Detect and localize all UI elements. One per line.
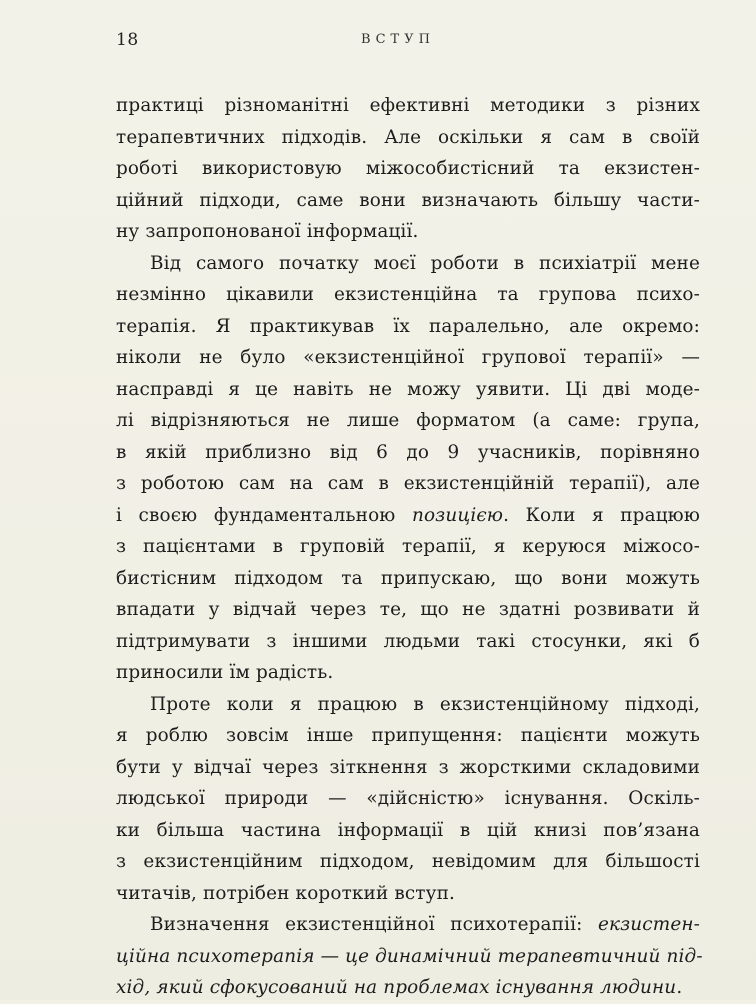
paragraph	[116, 248, 700, 689]
text-segment: . Коли я працюю	[503, 504, 700, 526]
paragraph	[116, 689, 700, 910]
text-line	[116, 846, 700, 878]
text-segment: ну запропонованої інформації.	[116, 221, 419, 242]
text-segment: бути у відчаї через зіткнення з жорсткими складовими	[116, 756, 700, 778]
text-segment: ніколи не було «екзистенційної групової терапії» —	[116, 347, 700, 368]
text-line	[116, 531, 700, 563]
text-line	[116, 122, 700, 154]
text-segment: терапія. Я практикував їх паралельно, але окремо:	[116, 315, 700, 337]
body-text	[116, 90, 703, 1004]
text-line	[116, 752, 700, 784]
text-line	[116, 468, 700, 500]
text-segment: ційний підходи, саме вони визначають більшу части-	[116, 189, 700, 211]
text-line	[116, 279, 700, 311]
text-line	[116, 248, 700, 280]
text-line	[116, 185, 700, 217]
text-segment: лі відрізняються не лише форматом (а саме: група,	[116, 410, 700, 431]
text-line	[116, 342, 700, 374]
text-line	[116, 90, 700, 122]
running-head: ВСТУП	[361, 32, 435, 47]
text-line	[116, 437, 700, 469]
text-segment: з екзистенційним підходом, невідомим для більшості	[116, 851, 700, 872]
text-segment: і своєю фундаментальною	[116, 504, 412, 526]
text-segment: Проте коли я працюю в екзистенційному підході,	[150, 693, 700, 715]
text-line	[116, 815, 700, 847]
text-line	[116, 374, 700, 406]
text-line	[116, 311, 700, 343]
italic-text: екзистен-	[597, 914, 700, 935]
paragraph	[116, 90, 700, 248]
text-line	[116, 626, 700, 658]
text-line	[116, 657, 700, 689]
text-line	[116, 153, 700, 185]
text-line	[116, 909, 700, 941]
text-line	[116, 941, 703, 973]
text-segment: бистісним підходом та припускаю, що вони можуть	[116, 567, 700, 589]
text-segment: практиці різноманітні ефективні методики з різних	[116, 95, 700, 116]
text-segment: впадати у відчай через те, що не здатні розвивати й	[116, 599, 700, 620]
text-line	[116, 878, 700, 910]
text-line	[116, 783, 700, 815]
text-line	[116, 972, 700, 1004]
text-line	[116, 594, 700, 626]
text-segment: .	[676, 977, 683, 998]
text-segment: роботі використовую міжособистісний та екзистен-	[116, 158, 700, 179]
text-line	[116, 405, 700, 437]
text-segment: підтримувати з іншими людьми такі стосунки, які б	[116, 630, 700, 652]
text-segment: я роблю зовсім інше припущення: пацієнти можуть	[116, 725, 700, 746]
paragraph	[116, 909, 703, 1004]
text-segment: незмінно цікавили екзистенційна та групова психо-	[116, 284, 700, 305]
page-number: 18	[116, 30, 139, 50]
text-segment: людської природи — «дійсністю» існування. Оскіль-	[116, 788, 700, 809]
text-segment: з роботою сам на сам в екзистенційній терапії), але	[116, 473, 700, 494]
text-line	[116, 500, 700, 532]
text-line	[116, 720, 700, 752]
text-segment: в якій приблизно від 6 до 9 учасників, порівняно	[116, 441, 700, 463]
text-line	[116, 216, 700, 248]
italic-text: хід, який сфокусований на проблемах існування людини	[116, 977, 677, 998]
text-segment: з пацієнтами в груповій терапії, я керуюся міжосо-	[116, 536, 700, 557]
italic-text: ційна психотерапія — це динамічний терапевтичний під-	[116, 945, 703, 967]
text-segment: Від самого початку моєї роботи в психіатрії мене	[150, 252, 700, 274]
text-line	[116, 563, 700, 595]
text-segment: ки більша частина інформації в цій книзі пов’язана	[116, 819, 700, 841]
text-segment: приносили їм радість.	[116, 662, 334, 683]
text-segment: насправді я це навіть не можу уявити. Ці дві моде-	[116, 378, 700, 400]
text-segment: Визначення екзистенційної психотерапії:	[150, 914, 598, 935]
italic-text: позицією	[411, 504, 504, 526]
text-line	[116, 689, 700, 721]
text-segment: читачів, потрібен короткий вступ.	[116, 882, 455, 904]
text-segment: терапевтичних підходів. Але оскільки я сам в своїй	[116, 126, 700, 148]
